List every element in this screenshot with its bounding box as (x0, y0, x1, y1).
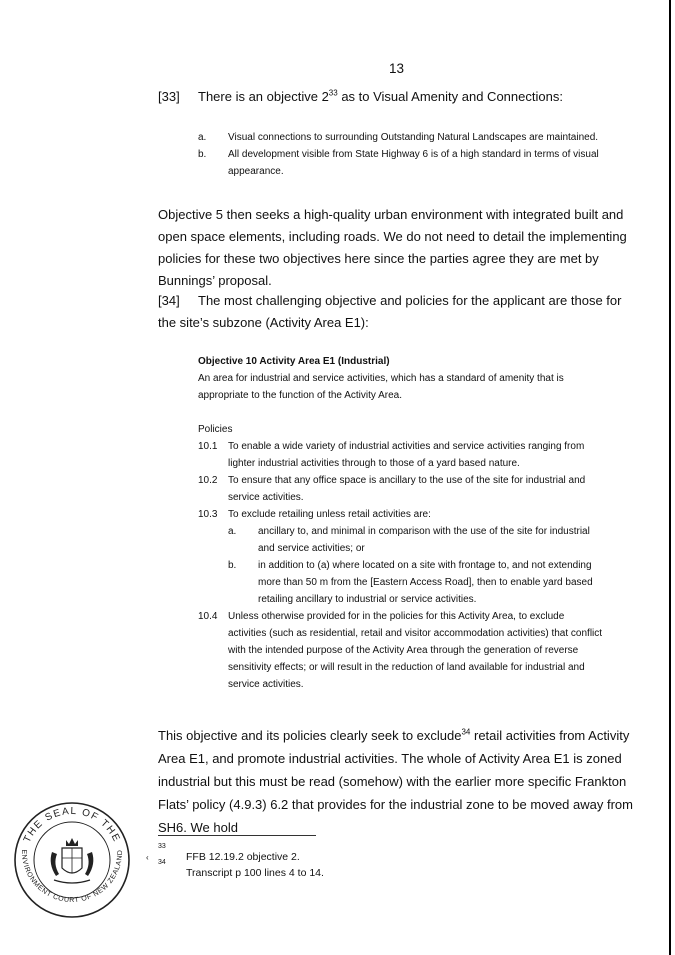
policy-item (198, 472, 605, 506)
list-item-label: a. (198, 132, 207, 143)
footnote-separator (158, 835, 316, 836)
court-seal-icon (12, 800, 132, 920)
page-number: 13 (389, 61, 405, 76)
paragraph-objective-5: Objective 5 then seeks a high-quality urban environment with integrated built and open space elements, including roads. We do not need to detail the implementing policies for these two objectives here since the parties agree they are met by Bunnings’ proposal. (158, 207, 627, 288)
policy-item (198, 438, 605, 472)
paragraph-33 (158, 86, 628, 107)
paragraph-number: [34] (158, 293, 180, 308)
paragraph-number: [33] (158, 89, 180, 104)
sub-item-text: in addition to (a) where located on a site with frontage to, and not extending more than 50 m from the [Eastern Access Road], then to enable yard based retailing ancillary to industrial or service activities. (258, 560, 593, 605)
paragraph-text-cont: retail activities from Activity Area E1, and promote industrial activities. The whole of Activity Area E1 is zoned industrial but this must be read (somehow) with the earlier more specific Frankton Flats’ policy (4.9.3) 6.2 that provides for the industrial zone to be moved away from SH6. We hold (158, 728, 633, 835)
footnote-ref-33[interactable]: 33 (328, 88, 338, 98)
svg-text:THE SEAL OF THE: THE SEAL OF THE (21, 805, 123, 845)
quote-intro: An area for industrial and service activities, which has a standard of amenity that is appropriate to the function of the Activity Area. (198, 373, 564, 401)
list-item-label: b. (198, 149, 207, 160)
objective-10-quote (198, 353, 605, 693)
paragraph-text: This objective and its policies clearly seek to exclude (158, 728, 462, 743)
list-item-text: All development visible from State Highway 6 is of a high standard in terms of visual appearance. (228, 149, 599, 177)
paragraph-conclusion (158, 724, 638, 839)
policy-number: 10.4 (198, 611, 218, 622)
policy-text: To enable a wide variety of industrial activities and service activities ranging from lighter industrial activities through to those of a yard based nature. (228, 441, 585, 469)
policy-number: 10.3 (198, 509, 218, 520)
list-item-text: Visual connections to surrounding Outstanding Natural Landscapes are maintained. (228, 132, 599, 143)
policy-sub-item (228, 523, 605, 557)
policy-number: 10.2 (198, 475, 218, 486)
footnote-text: Transcript p 100 lines 4 to 14. (186, 867, 324, 879)
policy-sub-item (228, 557, 605, 608)
sub-item-label: b. (228, 560, 237, 571)
sub-item-text: ancillary to, and minimal in comparison with the use of the site for industrial and service activities; or (258, 526, 590, 554)
objective-2-list (198, 129, 618, 180)
policy-text: To ensure that any office space is ancillary to the use of the site for industrial and service activities. (228, 475, 586, 503)
policies-label: Policies (198, 424, 233, 435)
footnote-34: 34 Transcript p 100 lines 4 to 14. (158, 859, 324, 879)
policy-number: 10.1 (198, 441, 218, 452)
svg-text:ENVIRONMENT COURT OF NEW ZEALA: ENVIRONMENT COURT OF NEW ZEALAND (19, 849, 125, 905)
page-edge-rule (669, 0, 671, 955)
paragraph-text: There is an objective 2 (198, 89, 329, 104)
sub-item-label: a. (228, 526, 237, 537)
policy-item (198, 506, 605, 608)
paragraph-34 (158, 290, 638, 334)
list-item (198, 129, 618, 146)
policy-item (198, 608, 605, 693)
quote-heading: Objective 10 Activity Area E1 (Industrial) (198, 356, 390, 367)
policy-text: Unless otherwise provided for in the policies for this Activity Area, to exclude activities (such as residential, retail and visitor accommodation activities) that conflict with the intended purpose of the Activity Area through the generation of reverse sensitivity effects; or will result in the reduction of land available for industrial and service activities. (228, 611, 603, 690)
footnote-ref-34[interactable]: 34 (461, 727, 471, 737)
paragraph-text-cont: as to Visual Amenity and Connections: (337, 89, 563, 104)
margin-mark: ‹ (146, 853, 149, 862)
paragraph-text: The most challenging objective and policies for the applicant are those for the site’s subzone (Activity Area E1): (158, 293, 622, 330)
footnote-33: 33 FFB 12.19.2 objective 2. (158, 843, 300, 863)
footnote-text: FFB 12.19.2 objective 2. (186, 851, 300, 863)
list-item (198, 146, 618, 180)
policy-text: To exclude retailing unless retail activities are: (228, 509, 431, 520)
